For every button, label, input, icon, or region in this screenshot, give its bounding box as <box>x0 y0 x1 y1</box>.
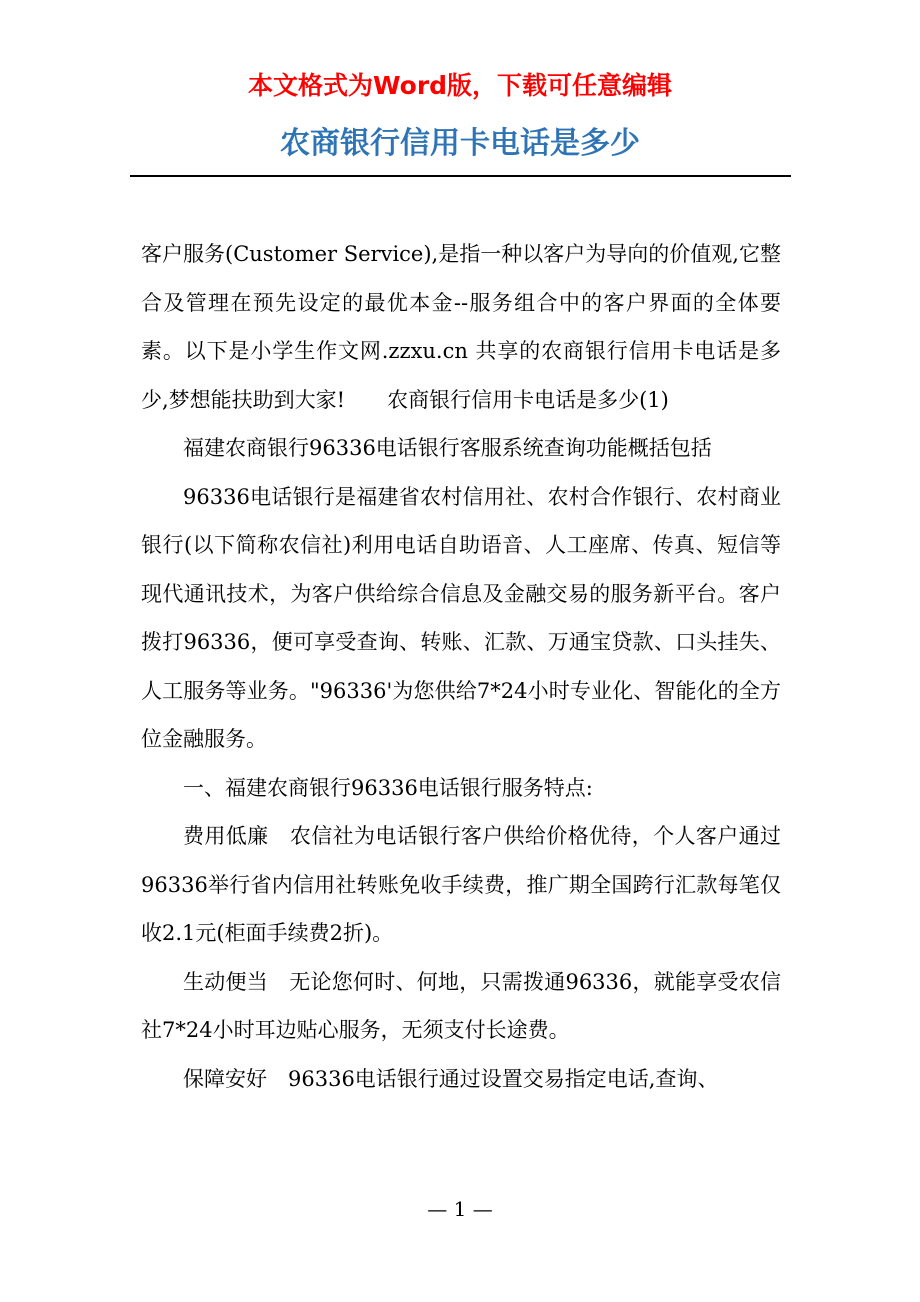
paragraph: 费用低廉 农信社为电话银行客户供给价格优待，个人客户通过96336举行省内信用社转账免收手续费，推广期全国跨行汇款每笔仅收2.1元(柜面手续费2折)。 <box>141 824 781 945</box>
paragraph: 96336电话银行是福建省农村信用社、农村合作银行、农村商业银行(以下简称农信社)利用电话自助语音、人工座席、传真、短信等现代通讯技术，为客户供给综合信息及金融交易的服务新平台。客户拨打96336，便可享受查询、转账、汇款、万通宝贷款、口头挂失、人工服务等业务。"96336'为您供给7*24小时专业化、智能化的全方位金融服务。 <box>141 484 781 751</box>
paragraph: 保障安好 96336电话银行通过设置交易指定电话,查询、 <box>183 1066 719 1091</box>
page-number: — 1 — <box>427 1197 493 1221</box>
document-body <box>141 230 781 1103</box>
paragraph-intro: 客户服务(Customer Service),是指一种以客户为导向的价值观,它整合及管理在预先设定的最优本金--服务组合中的客户界面的全体要素。以下是小学生作文网.zzxu.cn 共享的农商银行信用卡电话是多少,梦想能扶助到大家! 农商银行信用卡电话是多少(1) <box>141 242 781 412</box>
paragraph: 福建农商银行96336电话银行客服系统查询功能概括包括 <box>183 436 712 460</box>
paragraph: 生动便当 无论您何时、何地，只需拨通96336，就能享受农信社7*24小时耳边贴心服务，无须支付长途费。 <box>141 969 781 1042</box>
document-title: 农商银行信用卡电话是多少 <box>280 126 640 161</box>
download-banner: 本文格式为Word版，下载可任意编辑 <box>247 71 673 100</box>
section-heading: 一、福建农商银行96336电话银行服务特点: <box>183 775 593 800</box>
title-divider <box>130 175 791 177</box>
